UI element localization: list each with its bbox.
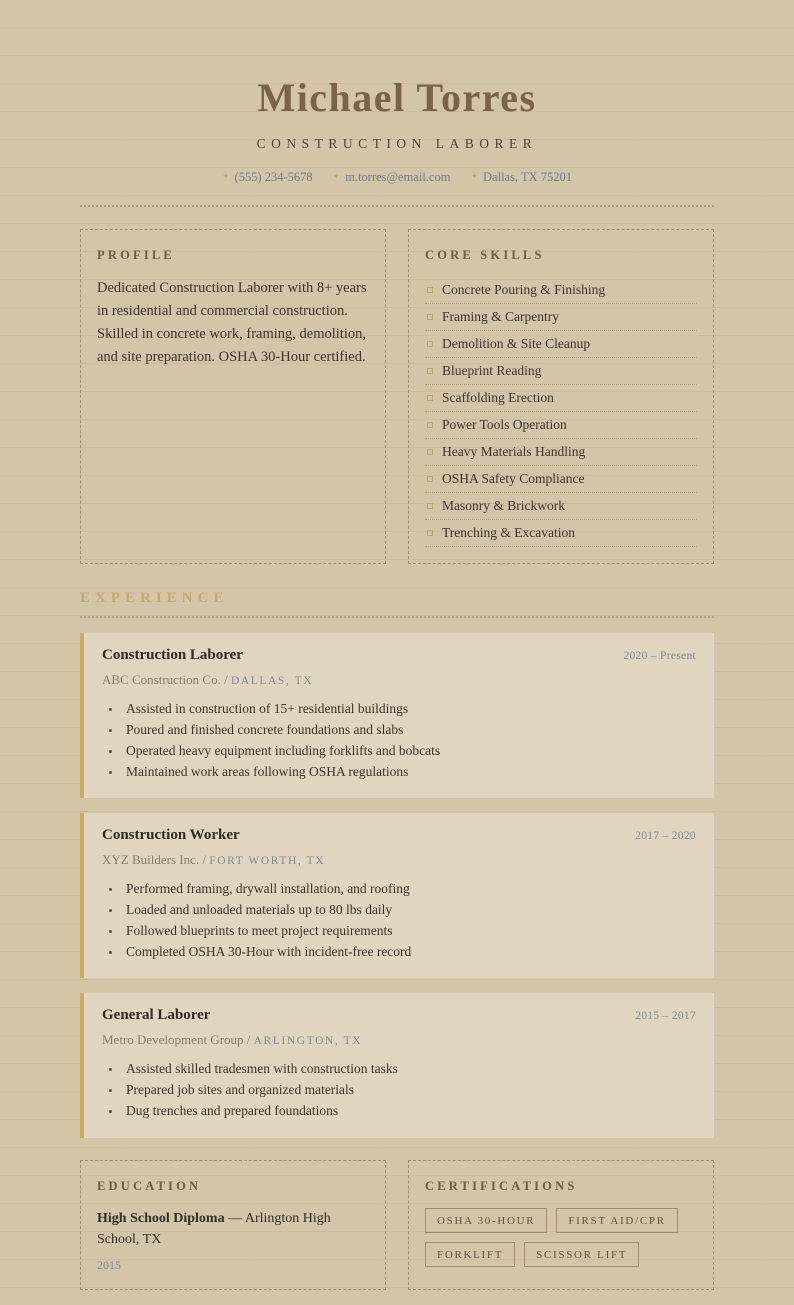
job-bullet-list xyxy=(102,1058,696,1121)
square-bullet-icon xyxy=(427,368,433,374)
job-title: Construction Laborer xyxy=(102,647,243,663)
skills-list xyxy=(425,277,697,547)
job-role-subtitle: CONSTRUCTION LABORER xyxy=(256,136,538,151)
skill-label: Concrete Pouring & Finishing xyxy=(442,282,606,297)
education-dash: — xyxy=(224,1210,245,1226)
list-item: • Assisted in construction of 15+ residential buildings xyxy=(122,698,696,719)
job-title: Construction Worker xyxy=(102,827,240,844)
square-bullet-icon xyxy=(427,476,433,482)
job-company: XYZ Builders Inc. xyxy=(102,852,200,868)
profile-section-title: PROFILE xyxy=(97,248,175,262)
list-item xyxy=(425,466,697,493)
square-bullet-icon xyxy=(427,422,433,428)
list-item xyxy=(425,358,697,385)
job-company: ABC Construction Co. xyxy=(102,672,221,687)
education-degree: High School Diploma xyxy=(97,1210,225,1226)
experience-entry-header xyxy=(102,647,696,664)
header-divider xyxy=(80,205,714,207)
square-bullet-icon xyxy=(427,449,433,455)
list-item: • Operated heavy equipment including forklifts and bobcats xyxy=(122,740,696,761)
education-card xyxy=(80,1160,386,1290)
list-item xyxy=(425,412,697,439)
skill-label: Scaffolding Erection xyxy=(442,390,554,405)
job-separator: / xyxy=(246,1032,251,1048)
certification-chip-list xyxy=(425,1208,697,1267)
status-badge: SCISSOR LIFT xyxy=(524,1242,639,1267)
profile-skills-row xyxy=(80,229,714,564)
experience-section-title: EXPERIENCE xyxy=(80,590,229,606)
experience-entry xyxy=(80,993,714,1137)
resume-header xyxy=(80,0,714,207)
job-company: Metro Development Group xyxy=(102,1032,244,1048)
list-item: • Completed OSHA 30-Hour with incident-free record xyxy=(122,941,696,962)
education-year: 2015 xyxy=(97,1257,121,1272)
profile-summary-text: Dedicated Construction Laborer with 8+ years in residential and commercial construction. Skilled in concrete work, framing, demolition, and site preparation. OSHA 30-Hour certified. xyxy=(97,280,367,365)
skills-card xyxy=(408,229,714,564)
profile-column xyxy=(80,229,386,564)
job-company-line xyxy=(102,1032,696,1048)
contact-location[interactable] xyxy=(470,170,572,185)
contact-email[interactable] xyxy=(333,170,451,185)
list-item: • Maintained work areas following OSHA regulations xyxy=(122,761,696,782)
list-item: • Assisted skilled tradesmen with construction tasks xyxy=(122,1058,696,1079)
job-location: DALLAS, TX xyxy=(230,675,314,687)
diamond-bullet-icon: ✦ xyxy=(222,171,230,181)
list-item: • Followed blueprints to meet project requirements xyxy=(122,920,696,941)
experience-divider xyxy=(80,616,714,618)
page-title: Michael Torres xyxy=(257,75,537,120)
square-bullet-icon xyxy=(427,314,433,320)
contact-bar xyxy=(80,170,714,185)
list-item xyxy=(425,304,697,331)
job-separator: / xyxy=(224,672,228,687)
job-company-line xyxy=(102,852,696,868)
list-item xyxy=(425,439,697,466)
education-entry xyxy=(97,1208,369,1250)
contact-phone[interactable] xyxy=(222,170,313,185)
job-date-range: 2020 – Present xyxy=(623,650,696,662)
list-item xyxy=(425,331,697,358)
square-bullet-icon xyxy=(427,341,433,347)
job-date-range: 2015 – 2017 xyxy=(635,1010,696,1023)
education-column xyxy=(80,1160,386,1290)
square-bullet-icon xyxy=(427,395,433,401)
skill-label: Demolition & Site Cleanup xyxy=(442,336,591,351)
list-item: • Loaded and unloaded materials up to 80 lbs daily xyxy=(122,899,696,920)
list-item: • Prepared job sites and organized materials xyxy=(122,1079,696,1100)
job-separator: / xyxy=(202,852,206,868)
skill-label: OSHA Safety Compliance xyxy=(442,471,585,486)
education-school: Arlington High School, TX xyxy=(97,1210,331,1247)
job-company-line xyxy=(102,672,696,688)
contact-phone-text: (555) 234-5678 xyxy=(234,170,313,184)
list-item xyxy=(425,493,697,520)
skill-label: Trenching & Excavation xyxy=(442,525,575,540)
list-item xyxy=(425,385,697,412)
job-title: General Laborer xyxy=(102,1007,211,1024)
list-item: • Dug trenches and prepared foundations xyxy=(122,1100,696,1121)
contact-location-text: Dallas, TX 75201 xyxy=(483,170,572,184)
profile-card xyxy=(80,229,386,564)
list-item xyxy=(425,277,697,304)
experience-entry xyxy=(80,633,714,798)
skills-section-title: CORE SKILLS xyxy=(425,248,545,262)
list-item xyxy=(425,520,697,547)
skill-label: Blueprint Reading xyxy=(442,363,542,378)
square-bullet-icon xyxy=(427,503,433,509)
certifications-card xyxy=(408,1160,714,1290)
job-date-range: 2017 – 2020 xyxy=(635,830,696,843)
skill-label: Heavy Materials Handling xyxy=(442,444,586,459)
certifications-column xyxy=(408,1160,714,1290)
job-location: ARLINGTON, TX xyxy=(253,1035,363,1048)
diamond-bullet-icon: ✦ xyxy=(470,171,478,181)
experience-entry-header xyxy=(102,1007,696,1024)
job-bullet-list xyxy=(102,878,696,962)
job-location: FORT WORTH, TX xyxy=(209,855,326,868)
skills-column xyxy=(408,229,714,564)
status-badge: FIRST AID/CPR xyxy=(556,1208,677,1233)
contact-email-text: m.torres@email.com xyxy=(345,170,451,184)
diamond-bullet-icon: ✦ xyxy=(332,171,341,181)
certifications-section-title: CERTIFICATIONS xyxy=(425,1178,578,1193)
square-bullet-icon xyxy=(427,530,433,536)
job-bullet-list xyxy=(102,698,696,782)
experience-entry-header xyxy=(102,827,696,844)
skill-label: Masonry & Brickwork xyxy=(442,498,565,513)
status-badge: OSHA 30-HOUR xyxy=(425,1208,547,1233)
experience-entry xyxy=(80,813,714,978)
education-certifications-row xyxy=(80,1160,714,1290)
status-badge: FORKLIFT xyxy=(425,1242,515,1267)
list-item: • Poured and finished concrete foundations and slabs xyxy=(122,719,696,740)
skill-label: Framing & Carpentry xyxy=(442,309,559,324)
skill-label: Power Tools Operation xyxy=(442,417,567,432)
list-item: • Performed framing, drywall installation, and roofing xyxy=(122,878,696,899)
square-bullet-icon xyxy=(427,287,433,293)
education-section-title: EDUCATION xyxy=(97,1178,202,1193)
